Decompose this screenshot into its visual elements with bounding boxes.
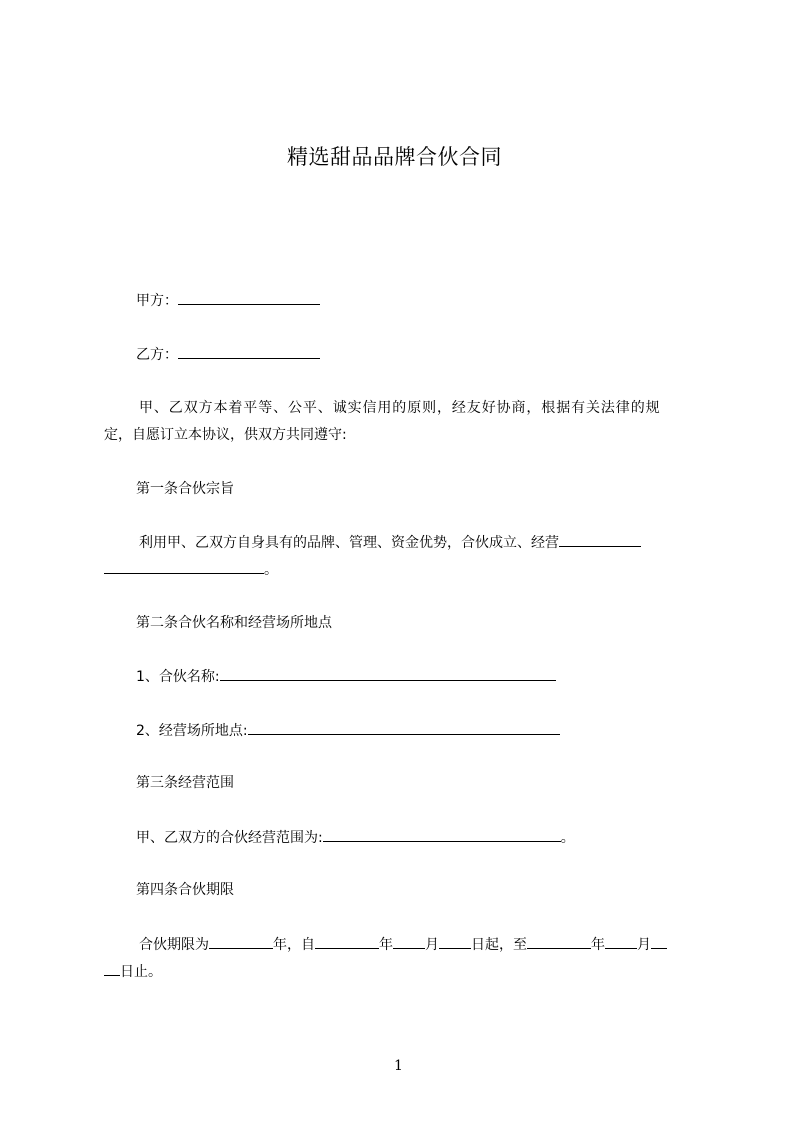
end-year-text: 年 [591, 937, 605, 953]
end-day-blank-part-1 [651, 934, 667, 949]
preamble-line-1: 甲、乙双方本着平等、公平、诚实信用的原则，经友好协商，根据有关法律的规 [139, 400, 661, 416]
article-1-text: 利用甲、乙双方自身具有的品牌、管理、资金优势，合伙成立、经营 [139, 535, 559, 551]
start-year-text: 年 [379, 937, 393, 953]
business-location-label: 2、经营场所地点: [136, 723, 248, 739]
party-b-label: 乙方： [136, 347, 178, 363]
preamble-line-2: 定，自愿订立本协议，供双方共同遵守: [104, 427, 347, 443]
party-a-label: 甲方： [136, 293, 178, 309]
article-3-end: 。 [560, 830, 575, 846]
end-day-blank-part-2 [104, 961, 120, 976]
article-1-end: 。 [264, 562, 278, 578]
party-a-line [136, 290, 320, 311]
term-end-text: 日止。 [120, 964, 162, 980]
article-2-item-2 [136, 720, 560, 741]
business-blank-2 [104, 559, 264, 574]
article-1-heading: 第一条合伙宗旨 [136, 481, 234, 497]
end-year-blank [527, 934, 591, 949]
party-a-blank [178, 290, 320, 305]
term-year-from-text: 年，自 [273, 937, 315, 953]
article-2-item-1 [136, 666, 556, 687]
start-month-text: 月 [425, 937, 439, 953]
end-month-text: 月 [637, 937, 651, 953]
article-2-heading: 第二条合伙名称和经营场所地点 [136, 615, 332, 631]
term-line-1 [139, 934, 667, 955]
start-day-blank [439, 934, 471, 949]
start-day-text: 日起，至 [471, 937, 527, 953]
article-3-line [136, 827, 575, 848]
partnership-name-label: 1、合伙名称: [136, 669, 220, 685]
article-3-text: 甲、乙双方的合伙经营范围为: [136, 830, 323, 846]
document-title: 精选甜品品牌合伙合同 [287, 145, 502, 169]
article-1-line-2 [104, 559, 278, 580]
party-b-line [136, 344, 320, 365]
page-number: 1 [394, 1058, 403, 1074]
article-1-line-1 [139, 532, 641, 553]
term-years-blank [209, 934, 273, 949]
business-blank-1 [559, 532, 641, 547]
article-3-heading: 第三条经营范围 [136, 775, 234, 791]
business-scope-blank [323, 827, 561, 842]
partnership-name-blank [220, 666, 556, 681]
article-4-heading: 第四条合伙期限 [136, 882, 234, 898]
start-year-blank [315, 934, 379, 949]
term-line-2 [104, 961, 162, 982]
term-prefix: 合伙期限为 [139, 937, 209, 953]
end-month-blank [605, 934, 637, 949]
business-location-blank [248, 720, 560, 735]
party-b-blank [178, 344, 320, 359]
start-month-blank [393, 934, 425, 949]
